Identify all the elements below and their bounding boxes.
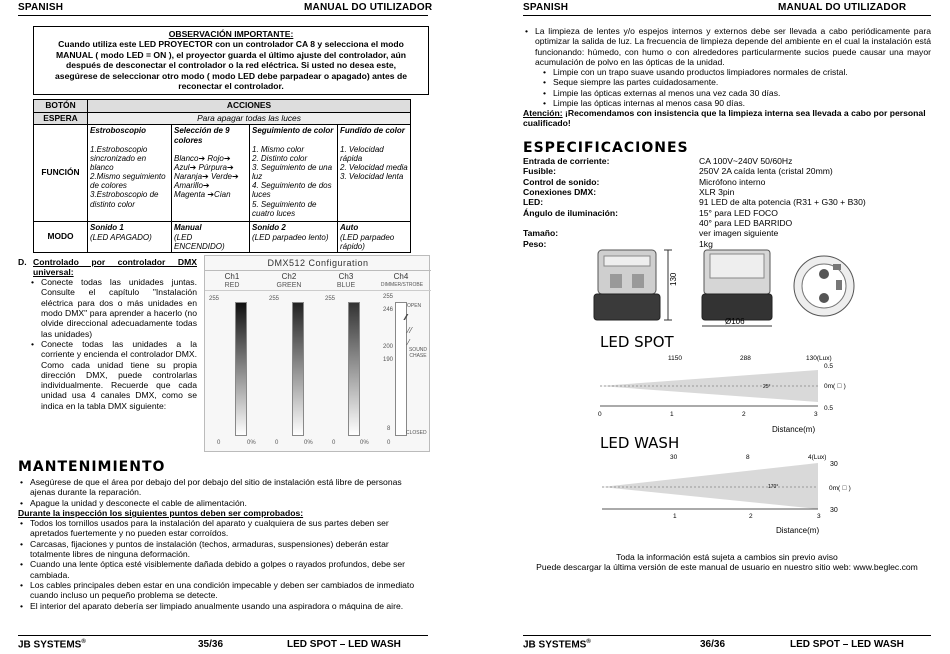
cell-line: Blanco➔ Rojo➔ bbox=[174, 153, 231, 163]
footer-page-number: 35/36 bbox=[198, 639, 224, 650]
espera-value: Para apagar todas las luces bbox=[88, 112, 411, 125]
notice-line-2: MANUAL ( modo LED = ON ), el proyector guarda el último ajuste del controlador, aún bbox=[55, 49, 407, 60]
spec-value: Micrófono interno bbox=[699, 176, 766, 187]
spot-lux-1: 1150 bbox=[668, 355, 682, 362]
spot-dist-3: 3 bbox=[814, 411, 818, 418]
ch4-tick-8: 8 bbox=[387, 426, 391, 432]
wash-angle-label: 170° bbox=[768, 484, 779, 490]
spec-row bbox=[523, 218, 866, 228]
specs-title: ESPECIFICACIONES bbox=[523, 140, 689, 156]
inspection-bullet: • Todos los tornillos usados para la instalación del aparato y cualquiera de sus partes deben ser apretados fuertemente y no pueden estar corroídos. bbox=[18, 518, 428, 539]
cleaning-sub-bullets bbox=[541, 67, 921, 108]
mode-detail: ENCENDIDO) bbox=[174, 241, 225, 251]
dim-width-label: Ø106 bbox=[725, 317, 745, 326]
cell-line: 3. Seguimiento de una bbox=[252, 162, 333, 172]
spec-value: XLR 3pin bbox=[699, 186, 735, 197]
wash-dist-1: 1 bbox=[673, 513, 677, 520]
footer-page-number: 36/36 bbox=[700, 639, 726, 650]
spec-value: CA 100V~240V 50/60Hz bbox=[699, 156, 793, 166]
mode-name: Sonido 2 bbox=[252, 223, 286, 233]
spot-axis-label: Distance(m) bbox=[772, 425, 816, 434]
cell-line: Naranja➔ Verde➔ bbox=[174, 172, 239, 182]
mode-name: Manual bbox=[174, 223, 202, 233]
funcion-col-colors bbox=[172, 125, 250, 222]
modo-col-4 bbox=[338, 222, 411, 253]
strobe-slow-icon: ⁄ bbox=[408, 338, 410, 347]
ch4-open-label: OPEN bbox=[407, 303, 422, 309]
ch2-top: 255 bbox=[269, 296, 280, 302]
spec-key: Ángulo de iluminación: bbox=[523, 207, 619, 218]
spot-right-top: 0.5 bbox=[824, 363, 834, 370]
spot-lux-2: 288 bbox=[740, 355, 751, 362]
cell-line: 1.Estroboscopio bbox=[90, 144, 148, 154]
col-head: Estroboscopio bbox=[90, 126, 147, 136]
mode-detail: (LED parpadeo lento) bbox=[252, 232, 329, 242]
footer-product: LED SPOT – LED WASH bbox=[287, 639, 401, 650]
notice-line-1: Toda la información está sujeta a cambios sin previo aviso bbox=[616, 552, 838, 562]
section-d-title-line2: universal: bbox=[33, 267, 74, 277]
cell-line: Azul➔ Púrpura➔ bbox=[174, 162, 234, 172]
ch4-name: DIMMER/STROBE bbox=[380, 282, 424, 288]
ch3-slider bbox=[348, 302, 360, 436]
wash-right-mid: 0m( ⃞ ) bbox=[829, 485, 851, 492]
wash-right-top: 30 bbox=[830, 461, 838, 468]
spec-key: Conexiones DMX: bbox=[523, 186, 597, 197]
footer-product: LED SPOT – LED WASH bbox=[790, 639, 904, 650]
ch4-sound-chase-label: SOUND CHASE bbox=[408, 347, 428, 359]
cell-line: 5. Seguimiento de bbox=[252, 199, 317, 209]
registered-mark: ® bbox=[586, 639, 591, 645]
cell-line: 3.Estroboscopio de bbox=[90, 190, 159, 200]
spec-key: Peso: bbox=[523, 238, 547, 249]
spot-dist-0: 0 bbox=[598, 411, 602, 418]
modo-col-1 bbox=[88, 222, 172, 253]
cell-line: cuatro luces bbox=[252, 208, 296, 218]
header-manual: MANUAL DO UTILIZADOR bbox=[778, 2, 907, 13]
spec-row bbox=[523, 187, 866, 197]
wash-dist-2: 2 bbox=[749, 513, 753, 520]
wash-lux-2: 8 bbox=[746, 454, 750, 461]
maintenance-bullets-2 bbox=[18, 518, 428, 611]
attention-text: ¡Recomendamos con insistencia que la limpieza interna sea llevada a cabo por personal cualificado! bbox=[523, 108, 926, 129]
ch3-name: BLUE bbox=[336, 282, 356, 289]
wash-right-bottom: 30 bbox=[830, 507, 838, 514]
cell-line: 2.Mismo seguimiento bbox=[90, 172, 166, 182]
spec-key: Tamaño: bbox=[523, 228, 559, 239]
product-front-view bbox=[702, 250, 772, 320]
funcion-col-chase bbox=[250, 125, 338, 222]
spec-value: ver imagen siguiente bbox=[699, 228, 779, 239]
spec-value: 1kg bbox=[699, 238, 713, 249]
notice-line-1: Cuando utiliza este LED PROYECTOR con un controlador CA 8 y selecciona el modo bbox=[58, 39, 404, 50]
ch3-label: Ch3 bbox=[338, 272, 354, 281]
cell-line: 1. Mismo color bbox=[252, 144, 305, 154]
cell-line: 4. Seguimiento de dos bbox=[252, 181, 332, 191]
ch1-slider bbox=[235, 302, 247, 436]
led-spot-beam-diagram bbox=[596, 350, 856, 436]
cleaning-intro bbox=[523, 26, 931, 67]
inspection-bullet: • El interior del aparato debería ser limpiado anualmente usando una aspiradora o máquina de aire. bbox=[18, 601, 428, 611]
spec-row bbox=[523, 197, 866, 207]
product-side-view bbox=[594, 250, 660, 320]
inspection-bullet: • Carcasas, fijaciones y puntos de instalación (techos, armaduras, suspensiones) deberán estar totalmente libres de ninguna deformación. bbox=[18, 539, 428, 560]
spot-lux-3: 130(Lux) bbox=[806, 355, 832, 362]
boton-header: BOTÓN bbox=[34, 100, 88, 113]
cell-line: de colores bbox=[90, 181, 127, 191]
spot-angle-label: 25° bbox=[763, 384, 771, 390]
maintenance-bullets-1 bbox=[18, 477, 428, 508]
section-d-title-line1: Controlado por controlador DMX bbox=[33, 257, 197, 267]
dmx-title: DMX512 Configuration bbox=[267, 258, 369, 268]
product-back-view bbox=[794, 256, 854, 316]
inspection-bullet: • Cuando una lente óptica esté visiblemente dañada debido a golpes o rayados profundos, debe ser cambiada. bbox=[18, 559, 428, 580]
mode-detail: (LED bbox=[174, 232, 193, 242]
section-d-bullet-1: • Conecte todas las unidades juntas. Consulte el capítulo "Instalación eléctrica para dos o más unidades en modo DMX" para aprender a hacerlo (no olvide direccional adecuadamente todas las unidades) bbox=[29, 277, 197, 339]
modo-col-2 bbox=[172, 222, 250, 253]
mode-detail: rápido) bbox=[340, 241, 365, 251]
cell-line: 2. Velocidad media bbox=[340, 162, 408, 172]
dim-height-label: 130 bbox=[669, 272, 678, 286]
wash-beam-cone bbox=[602, 463, 818, 509]
spec-value: 250V 2A caída lenta (cristal 20mm) bbox=[699, 166, 833, 177]
led-wash-title: LED WASH bbox=[600, 434, 680, 452]
spot-right-bottom: 0.5 bbox=[824, 405, 834, 412]
cleaning-intro-text: • La limpieza de lentes y/o espejos internos y externos debe ser llevada a cabo periódicamente para optimizar la salida de luz. La frecuencia de limpieza depende del ambiente en el cual la instalación está funcionando: húmedo, con humo o con alrededores particularmente sucios puede causar una mayor acumulación de polvo en las ópticas de la unidad. bbox=[523, 26, 931, 67]
spot-right-mid: 0m( ⃞ ) bbox=[824, 383, 846, 390]
header-language: SPANISH bbox=[523, 2, 569, 13]
maintenance-bullet: • Asegúrese de que el área por debajo del por debajo del sitio de instalación está libre de personas ajenas durante la reparación. bbox=[18, 477, 428, 498]
wash-lux-1: 30 bbox=[670, 454, 678, 461]
funcion-label: FUNCIÓN bbox=[34, 125, 88, 222]
footer-brand bbox=[18, 639, 86, 651]
notice-line-4: asegúrese de seleccionar otro modo ( modo LED debe parpadear o apagado) antes de bbox=[55, 70, 407, 81]
cell-line: Magenta ➔Cian bbox=[174, 190, 231, 200]
cell-line: sincronizado en bbox=[90, 153, 147, 163]
ch2-name: GREEN bbox=[276, 282, 302, 289]
ch2-label: Ch2 bbox=[281, 272, 297, 281]
spec-key bbox=[523, 218, 699, 228]
cell-line: distinto color bbox=[90, 199, 135, 209]
cell-line: luces bbox=[252, 190, 271, 200]
section-d-letter: D. bbox=[18, 257, 27, 267]
spec-value: 40° para LED BARRIDO bbox=[699, 217, 793, 228]
notice-line-5: reconectar el controlador. bbox=[178, 81, 284, 92]
cell-line: 3. Velocidad lenta bbox=[340, 172, 404, 182]
ch4-tick-200: 200 bbox=[383, 344, 394, 350]
brand-name: JB SYSTEMS bbox=[523, 639, 587, 651]
wash-lux-3: 4(Lux) bbox=[808, 454, 827, 461]
cleaning-step: • Limpie con un trapo suave usando productos limpiadores normales de cristal. bbox=[541, 67, 921, 77]
ch1-percent: 0% bbox=[247, 440, 256, 446]
spec-row bbox=[523, 228, 866, 238]
inspection-subtitle: Durante la inspección los siguientes puntos deben ser comprobados: bbox=[18, 508, 304, 518]
cleaning-step: • Seque siempre las partes cuidadosamente. bbox=[541, 77, 921, 87]
spec-value: 91 LED de alta potencia (R31 + G30 + B30) bbox=[699, 197, 866, 208]
cell-line: 1. Velocidad rápida bbox=[340, 144, 384, 163]
cell-line: Amarillo➔ bbox=[174, 181, 210, 191]
col-head: Seguimiento de color bbox=[252, 126, 334, 136]
col-head: Selección de 9 colores bbox=[174, 126, 230, 145]
wash-axis-label: Distance(m) bbox=[776, 526, 820, 535]
ch1-top: 255 bbox=[209, 296, 220, 302]
header-language: SPANISH bbox=[18, 2, 64, 13]
spec-key: Entrada de corriente: bbox=[523, 156, 610, 166]
spec-row bbox=[523, 156, 866, 166]
mode-detail: (LED APAGADO) bbox=[90, 232, 152, 242]
ch3-top: 255 bbox=[325, 296, 336, 302]
cell-line: blanco bbox=[90, 162, 114, 172]
product-dimension-drawings bbox=[592, 246, 862, 332]
footer-brand bbox=[523, 639, 591, 651]
notice-title: OBSERVACIÓN IMPORTANTE: bbox=[168, 29, 294, 39]
notice-line-2: Puede descargar la última versión de este manual de usuario en nuestro sitio web: www.beglec.com bbox=[536, 562, 918, 572]
spot-dist-1: 1 bbox=[670, 411, 674, 418]
ch4-tick-190: 190 bbox=[383, 357, 394, 363]
ch4-tick-0: 0 bbox=[387, 440, 391, 446]
spec-row bbox=[523, 177, 866, 187]
modo-col-3 bbox=[250, 222, 338, 253]
button-actions-table bbox=[33, 99, 411, 253]
ch3-bottom: 0 bbox=[332, 440, 336, 446]
spec-row bbox=[523, 166, 866, 176]
ch4-label: Ch4 bbox=[393, 272, 409, 281]
spec-row bbox=[523, 208, 866, 218]
acciones-header: ACCIONES bbox=[88, 100, 411, 113]
strobe-medium-icon: ⁄⁄ bbox=[408, 326, 413, 335]
notice-line-3: después de desconectar el controlador o la red eléctrica. Si usted no desea este, bbox=[65, 60, 397, 71]
section-d-bullets bbox=[29, 277, 197, 411]
ch1-bottom: 0 bbox=[217, 440, 221, 446]
cleaning-step: • Limpie las ópticas externas al menos una vez cada 30 días. bbox=[541, 88, 921, 98]
maintenance-bullet: • Apague la unidad y desconecte el cable de alimentación. bbox=[18, 498, 428, 508]
dmx-config-diagram bbox=[204, 255, 430, 452]
spec-key: Fusible: bbox=[523, 166, 556, 177]
ch4-tick-246: 246 bbox=[383, 307, 394, 313]
brand-name: JB SYSTEMS bbox=[18, 639, 82, 651]
ch3-percent: 0% bbox=[360, 440, 369, 446]
important-notice-box bbox=[33, 26, 429, 95]
maintenance-title: MANTENIMIENTO bbox=[18, 459, 166, 475]
registered-mark: ® bbox=[81, 639, 86, 645]
led-wash-beam-diagram bbox=[596, 451, 856, 537]
espera-label: ESPERA bbox=[34, 112, 88, 125]
spec-value: 15° para LED FOCO bbox=[699, 207, 778, 218]
mode-name: Auto bbox=[340, 223, 359, 233]
strobe-fast-icon: ⁄⁄⁄⁄ bbox=[405, 313, 407, 322]
attention-label: Atención: bbox=[523, 108, 563, 118]
cell-line: 2. Distinto color bbox=[252, 153, 308, 163]
ch2-percent: 0% bbox=[304, 440, 313, 446]
mode-name: Sonido 1 bbox=[90, 223, 124, 233]
funcion-col-strobe bbox=[88, 125, 172, 222]
led-spot-title: LED SPOT bbox=[600, 333, 674, 351]
cell-line: luz bbox=[252, 172, 263, 182]
spot-dist-2: 2 bbox=[742, 411, 746, 418]
specs-table bbox=[523, 156, 866, 249]
spec-key: Control de sonido: bbox=[523, 176, 600, 187]
attention-note bbox=[523, 108, 933, 129]
cleaning-step: • Limpie las ópticas internas al menos casa 90 días. bbox=[541, 98, 921, 108]
ch2-slider bbox=[292, 302, 304, 436]
funcion-col-fade bbox=[338, 125, 411, 222]
ch2-bottom: 0 bbox=[275, 440, 279, 446]
inspection-bullet: • Los cables principales deben estar en una condición impecable y deben ser cambiados de inmediato cuando incluso un pequeño problema se detecte. bbox=[18, 580, 428, 601]
spec-key: LED: bbox=[523, 197, 544, 208]
wash-dist-3: 3 bbox=[817, 513, 821, 520]
ch1-name: RED bbox=[224, 282, 240, 289]
ch4-tick-255: 255 bbox=[383, 294, 394, 300]
header-manual: MANUAL DO UTILIZADOR bbox=[304, 2, 433, 13]
ch4-closed-label: CLOSED bbox=[406, 430, 427, 436]
ch1-label: Ch1 bbox=[224, 272, 240, 281]
col-head: Fundido de color bbox=[340, 126, 405, 136]
section-d-bullet-2: • Conecte todas las unidades a la corriente y encienda el controlador DMX. Como cada unidad tiene su propia dirección DMX, puede controlarlas individualmente. Recuerde que cada unidad usa 4 canales DMX, como se indica en la tabla DMX siguiente: bbox=[29, 339, 197, 411]
mode-detail: (LED parpadeo bbox=[340, 232, 395, 242]
modo-label: MODO bbox=[34, 222, 88, 253]
